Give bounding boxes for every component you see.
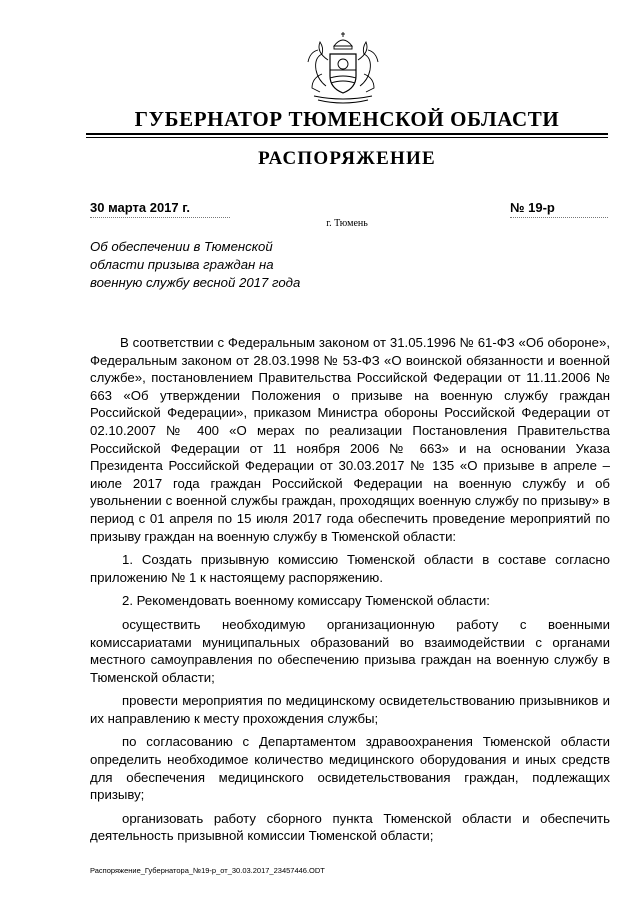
subject-line: военную службу весной 2017 года xyxy=(90,275,301,290)
preamble-paragraph: В соответствии с Федеральным законом от 31.05.1996 № 61-ФЗ «Об обороне», Федеральным законом от 28.03.1998 № 53-ФЗ «О воинской обязанности и военной службе», постановлением Правительства Российской Федерации от 11.11.2006 № 663 «Об утверждении Положения о призыве на военную службу граждан Российской Федерации», приказом Министра обороны Российской Федерации от 02.10.2007 № 400 «О мерах по реализации Постановления Правительства Российской Федерации от 11 ноября 2006 № 663» и на основании Указа Президента Российской Федерации от 30.03.2017 № 135 «О призыве в апреле – июле 2017 года граждан Российской Федерации на военную службу и об увольнении с военной службы граждан, проходящих военную службу по призыву» в период с 01 апреля по 15 июля 2017 года обеспечить проведение мероприятий по призыву граждан на военную службу в Тюменской области: xyxy=(90,335,610,544)
sub-item-paragraph: провести мероприятия по медицинскому освидетельствованию призывников и их направлению к месту прохождения службы; xyxy=(90,693,610,726)
document-number: № 19-р xyxy=(510,200,608,218)
governor-title: ГУБЕРНАТОР ТЮМЕНСКОЙ ОБЛАСТИ xyxy=(134,107,560,131)
document-type-title: РАСПОРЯЖЕНИЕ xyxy=(258,148,436,169)
subject-line: Об обеспечении в Тюменской xyxy=(90,239,273,254)
document-date: 30 марта 2017 г. xyxy=(90,200,230,218)
document-subject xyxy=(90,238,340,292)
document-city: г. Тюмень xyxy=(326,218,368,229)
header-rule-thick xyxy=(86,133,608,135)
sub-item-paragraph: организовать работу сборного пункта Тюменской области и обеспечить деятельность призывной комиссии Тюменской области; xyxy=(90,810,610,844)
subject-line: области призыва граждан на xyxy=(90,257,274,272)
item-paragraph: 1. Создать призывную комиссию Тюменской области в составе согласно приложению № 1 к настоящему распоряжению. xyxy=(90,552,610,585)
sub-item-paragraph: осуществить необходимую организационную работу с военными комиссариатами муниципальных образований во взаимодействии с органами местного самоуправления по обеспечению призыва граждан на военную службу в Тюменской области; xyxy=(90,616,610,685)
header-rule-thin xyxy=(86,137,608,138)
sub-item-paragraph: по согласованию с Департаментом здравоохранения Тюменской области определить необходимое количество медицинского оборудования и иных средств для обеспечения медицинского освидетельствования граждан, подлежащих призыву; xyxy=(90,734,610,803)
document-body xyxy=(90,334,610,851)
tyumen-oblast-coat-of-arms-icon xyxy=(296,30,390,110)
item-paragraph: 2. Рекомендовать военному комиссару Тюменской области: xyxy=(122,593,490,609)
footer-filename: Распоряжение_Губернатора_№19-р_от_30.03.2017_23457446.ODT xyxy=(90,866,325,875)
